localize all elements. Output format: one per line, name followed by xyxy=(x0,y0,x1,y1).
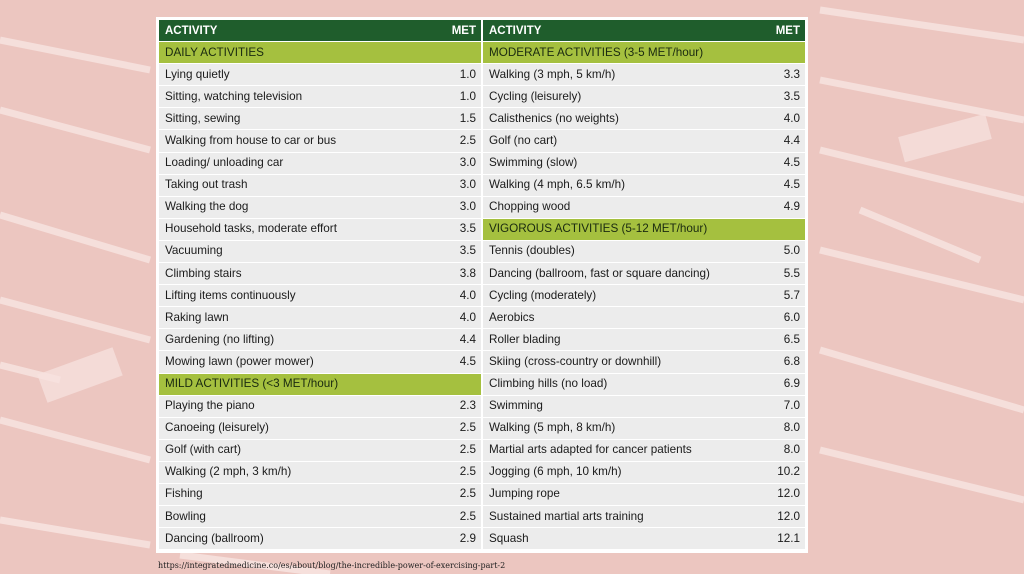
table-row xyxy=(483,484,805,506)
met-value-cell: 2.5 xyxy=(459,443,476,457)
table-row xyxy=(159,462,481,484)
activity-cell: Golf (with cart) xyxy=(165,443,241,457)
activity-cell: MODERATE ACTIVITIES (3-5 MET/hour) xyxy=(489,45,704,59)
activity-cell: Climbing hills (no load) xyxy=(489,377,608,390)
met-value-cell: 3.0 xyxy=(459,156,476,170)
activity-cell: Walking (3 mph, 5 km/h) xyxy=(489,67,616,81)
met-value-cell: 3.0 xyxy=(459,178,476,192)
table-row xyxy=(483,374,805,396)
activity-cell: Taking out trash xyxy=(165,178,248,192)
activity-cell: Jumping rope xyxy=(489,487,560,501)
table-row xyxy=(159,307,481,329)
table-row xyxy=(483,153,805,175)
table-row xyxy=(159,440,481,462)
table-row xyxy=(159,197,481,219)
table-row xyxy=(483,263,805,285)
met-value-cell: 1.5 xyxy=(459,111,476,125)
activity-header: ACTIVITY xyxy=(165,24,218,37)
activity-cell: Sitting, sewing xyxy=(165,111,241,125)
table-row xyxy=(159,108,481,130)
activity-cell: Climbing stairs xyxy=(165,266,242,280)
met-value-cell: 3.5 xyxy=(459,222,476,236)
table-row xyxy=(159,153,481,175)
table-row xyxy=(483,351,805,373)
activity-cell: Walking (5 mph, 8 km/h) xyxy=(489,421,616,435)
activity-cell: Sustained martial arts training xyxy=(489,509,644,523)
met-value-cell: 3.8 xyxy=(459,266,476,280)
activity-cell: Gardening (no lifting) xyxy=(165,332,275,346)
table-column-right xyxy=(483,20,805,550)
table-row xyxy=(159,329,481,351)
activity-cell: Lifting items continuously xyxy=(165,288,296,302)
met-value-cell: 2.9 xyxy=(459,531,476,545)
activity-cell: Cycling (leisurely) xyxy=(489,89,582,103)
source-link[interactable]: https://integratedmedicine.co/es/about/blog/the-incredible-power-of-exercising-part-2 xyxy=(158,561,506,570)
met-value-cell: 3.3 xyxy=(783,67,800,81)
met-value-cell: 1.0 xyxy=(459,89,476,103)
table-row xyxy=(483,307,805,329)
activity-cell: Calisthenics (no weights) xyxy=(489,111,619,125)
met-value-cell: 4.5 xyxy=(783,156,800,170)
met-value-cell: 4.5 xyxy=(459,354,476,368)
met-value-cell: 2.5 xyxy=(459,487,476,501)
table-row xyxy=(483,462,805,484)
met-value-cell: 12.0 xyxy=(777,509,800,523)
activity-cell: Dancing (ballroom, fast or square dancing) xyxy=(489,266,710,280)
met-value-cell: 12.0 xyxy=(777,487,800,501)
met-value-cell: 5.5 xyxy=(783,266,800,280)
met-value-cell: 5.0 xyxy=(783,244,800,258)
activity-cell: Mowing lawn (power mower) xyxy=(165,354,314,368)
met-value-cell: 4.0 xyxy=(459,310,476,324)
activity-cell: Golf (no cart) xyxy=(489,133,558,147)
activity-cell: Aerobics xyxy=(489,310,535,324)
met-value-cell: 4.0 xyxy=(459,288,476,302)
met-value-cell: 8.0 xyxy=(783,443,800,457)
activity-cell: Fishing xyxy=(165,487,203,501)
activity-cell: Dancing (ballroom) xyxy=(165,531,264,545)
met-value-cell: 1.0 xyxy=(459,67,476,81)
table-column-left xyxy=(159,20,481,550)
activity-header: ACTIVITY xyxy=(489,24,542,37)
table-row xyxy=(159,130,481,152)
activity-cell: Sitting, watching television xyxy=(165,89,303,103)
section-header-row xyxy=(159,374,481,396)
table-row xyxy=(159,86,481,108)
met-value-cell: 4.5 xyxy=(783,178,800,192)
table-row xyxy=(159,528,481,550)
met-value-cell: 2.5 xyxy=(459,421,476,435)
met-header: MET xyxy=(451,24,476,37)
activity-cell: Skiing (cross-country or downhill) xyxy=(489,354,662,368)
activity-cell: Cycling (moderately) xyxy=(489,288,597,302)
table-row xyxy=(483,130,805,152)
table-row xyxy=(159,263,481,285)
table-row xyxy=(483,418,805,440)
met-value-cell: 5.7 xyxy=(783,288,800,302)
table-row xyxy=(159,484,481,506)
activity-cell: Roller blading xyxy=(489,332,561,346)
met-value-cell: 3.5 xyxy=(459,244,476,258)
activity-cell: Walking the dog xyxy=(165,200,249,214)
met-value-cell: 4.4 xyxy=(459,332,476,346)
activity-cell: Lying quietly xyxy=(165,67,230,81)
table-row xyxy=(483,241,805,263)
section-header-row xyxy=(159,42,481,64)
column-header xyxy=(159,20,481,42)
table-row xyxy=(159,285,481,307)
activity-cell: Bowling xyxy=(165,509,206,523)
activity-cell: Chopping wood xyxy=(489,200,571,214)
met-value-cell: 4.4 xyxy=(783,133,800,147)
met-value-cell: 3.5 xyxy=(783,89,800,103)
table-row xyxy=(159,506,481,528)
table-row xyxy=(159,219,481,241)
met-value-cell: 2.5 xyxy=(459,509,476,523)
activity-cell: Raking lawn xyxy=(165,310,229,324)
met-value-cell: 12.1 xyxy=(777,531,800,545)
table-row xyxy=(483,440,805,462)
activity-cell: Swimming xyxy=(489,399,543,413)
met-value-cell: 2.5 xyxy=(459,133,476,147)
met-value-cell: 6.8 xyxy=(783,354,800,368)
table-row xyxy=(159,418,481,440)
activity-cell: Vacuuming xyxy=(165,244,223,258)
met-value-cell: 6.5 xyxy=(783,332,800,346)
activity-cell: Martial arts adapted for cancer patients xyxy=(489,443,692,457)
table-row xyxy=(483,285,805,307)
table-row xyxy=(483,506,805,528)
section-header-row xyxy=(483,219,805,241)
met-value-cell: 7.0 xyxy=(783,399,800,413)
met-value-cell: 8.0 xyxy=(783,421,800,435)
met-value-cell: 2.3 xyxy=(459,399,476,413)
table-row xyxy=(483,197,805,219)
activity-cell: Playing the piano xyxy=(165,399,255,413)
met-value-cell: 6.9 xyxy=(783,377,800,390)
table-row xyxy=(159,351,481,373)
activity-cell: Squash xyxy=(489,531,529,545)
table-row xyxy=(483,86,805,108)
table-row xyxy=(159,396,481,418)
column-header xyxy=(483,20,805,42)
met-value-cell: 2.5 xyxy=(459,465,476,479)
table-row xyxy=(483,64,805,86)
table-row xyxy=(159,64,481,86)
table-row xyxy=(483,175,805,197)
table-row xyxy=(159,241,481,263)
table-row xyxy=(483,396,805,418)
met-activity-table xyxy=(156,17,808,553)
activity-cell: Walking (4 mph, 6.5 km/h) xyxy=(489,178,625,192)
activity-cell: Tennis (doubles) xyxy=(489,244,575,258)
activity-cell: Canoeing (leisurely) xyxy=(165,421,269,435)
activity-cell: Swimming (slow) xyxy=(489,156,578,170)
met-value-cell: 4.0 xyxy=(783,111,800,125)
activity-cell: MILD ACTIVITIES (<3 MET/hour) xyxy=(165,377,339,390)
table-row xyxy=(483,528,805,550)
activity-cell: DAILY ACTIVITIES xyxy=(165,45,264,59)
activity-cell: Walking from house to car or bus xyxy=(165,133,337,147)
met-value-cell: 4.9 xyxy=(783,200,800,214)
activity-cell: Walking (2 mph, 3 km/h) xyxy=(165,465,292,479)
met-value-cell: 10.2 xyxy=(777,465,800,479)
met-value-cell: 3.0 xyxy=(459,200,476,214)
table-row xyxy=(483,329,805,351)
table-row xyxy=(483,108,805,130)
table-row xyxy=(159,175,481,197)
activity-cell: Household tasks, moderate effort xyxy=(165,222,337,236)
activity-cell: VIGOROUS ACTIVITIES (5-12 MET/hour) xyxy=(489,222,708,236)
met-header: MET xyxy=(775,24,800,37)
activity-cell: Loading/ unloading car xyxy=(165,156,284,170)
activity-cell: Jogging (6 mph, 10 km/h) xyxy=(489,465,622,479)
section-header-row xyxy=(483,42,805,64)
met-value-cell: 6.0 xyxy=(783,310,800,324)
